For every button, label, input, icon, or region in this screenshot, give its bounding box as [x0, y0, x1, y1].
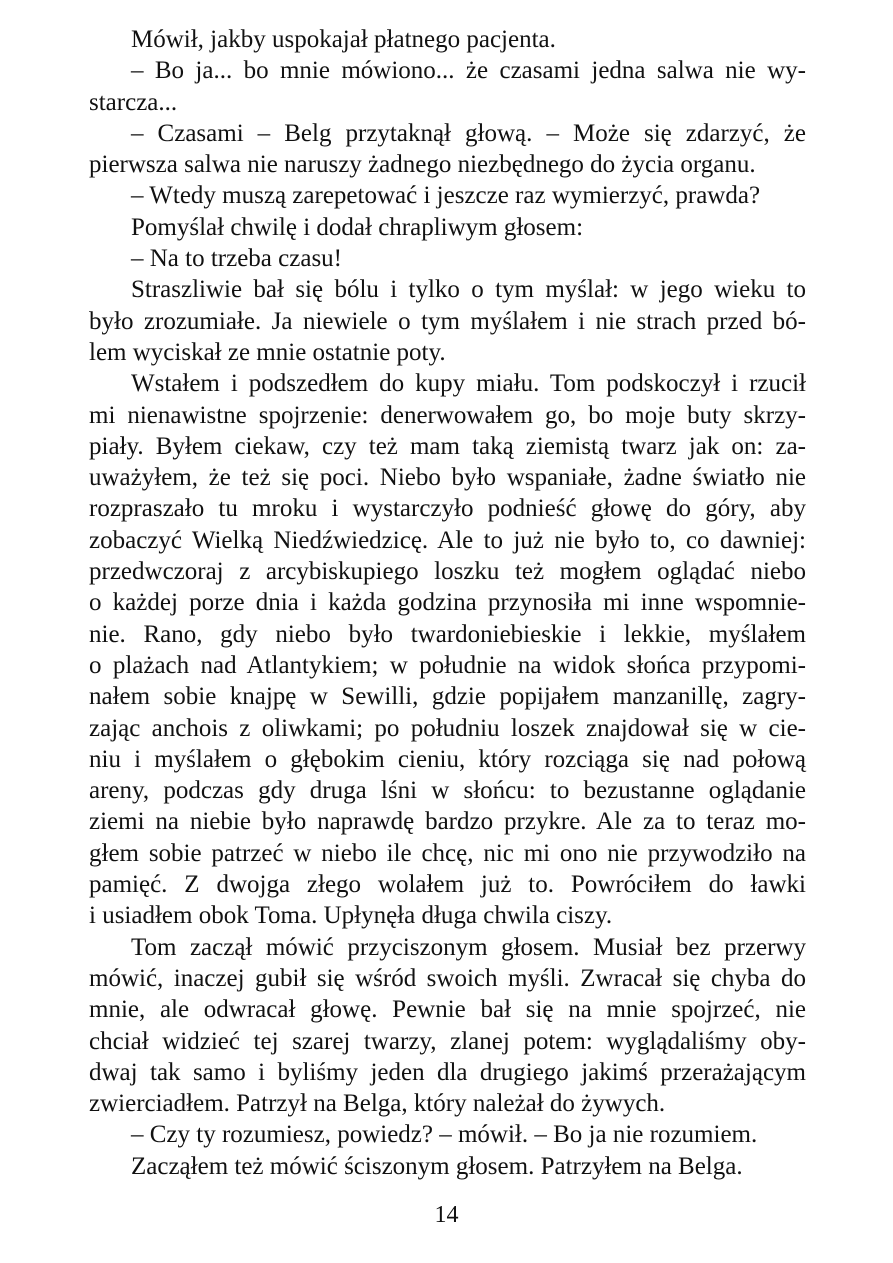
- paragraph: [89, 932, 806, 1120]
- text-line: starcza...: [89, 88, 178, 116]
- text-line: Straszliwie bał się bólu i tylko o tym myślał: w jego wieku to: [131, 276, 806, 304]
- text-line: – Czasami – Belg przytaknął głową. – Może się zdarzyć, że: [131, 119, 806, 147]
- text-line: – Czy ty rozumiesz, powiedz? – mówił. – Bo ja nie rozumiem.: [131, 1121, 758, 1149]
- paragraph: [89, 118, 806, 181]
- text-line: – Bo ja... bo mnie mówiono... że czasami jedna salwa nie wy-: [131, 57, 806, 85]
- text-line: Wstałem i podszedłem do kupy miału. Tom podskoczył i rzucił: [131, 370, 806, 398]
- paragraph: [89, 180, 806, 211]
- text-line: i usiadłem obok Toma. Upłynęła długa chwila ciszy.: [89, 902, 613, 930]
- text-line: mnie, ale odwracał głowę. Pewnie bał się na mnie spojrzeć, nie: [89, 996, 806, 1024]
- text-line: Tom zaczął mówić przyciszonym głosem. Musiał bez przerwy: [131, 933, 806, 961]
- text-line: głem sobie patrzeć w niebo ile chcę, nic mi ono nie przywodziło na: [89, 839, 806, 867]
- text-line: areny, podczas gdy druga lśni w słońcu: to bezustanne oglądanie: [89, 777, 806, 805]
- paragraph: [89, 55, 806, 118]
- paragraph: [89, 243, 806, 274]
- paragraph: [89, 24, 806, 55]
- paragraph: [89, 1151, 806, 1182]
- text-line: mówić, inaczej gubił się wśród swoich myśli. Zwracał się chyba do: [89, 964, 806, 992]
- text-line: przedwczoraj z arcybiskupiego loszku też mogłem oglądać niebo: [89, 558, 806, 586]
- text-line: lem wyciskał ze mnie ostatnie poty.: [89, 338, 446, 366]
- text-line: piały. Byłem ciekaw, czy też mam taką ziemistą twarz jak on: za-: [89, 432, 806, 460]
- text-line: zobaczyć Wielką Niedźwiedzicę. Ale to już nie było to, co dawniej:: [89, 526, 806, 554]
- text-line: dwaj tak samo i byliśmy jeden dla drugiego jakimś przerażającym: [89, 1058, 806, 1086]
- text-line: pierwsza salwa nie naruszy żadnego niezbędnego do życia organu.: [89, 151, 756, 179]
- text-line: Zacząłem też mówić ściszonym głosem. Patrzyłem na Belga.: [131, 1152, 743, 1180]
- paragraph: [89, 274, 806, 368]
- paragraph: [89, 1119, 806, 1150]
- text-line: zając anchois z oliwkami; po południu loszek znajdował się w cie-: [89, 714, 806, 742]
- text-line: zwierciadłem. Patrzył na Belga, który należał do żywych.: [89, 1090, 666, 1118]
- text-line: ziemi na niebie było naprawdę bardzo przykre. Ale za to teraz mo-: [89, 808, 806, 836]
- text-line: Mówił, jakby uspokajał płatnego pacjenta.: [131, 26, 556, 53]
- page-body: [89, 24, 806, 1182]
- paragraph: [89, 212, 806, 243]
- text-line: niu i myślałem o głębokim cieniu, który rozciąga się nad połową: [89, 745, 806, 773]
- paragraph: [89, 368, 806, 931]
- text-line: było zrozumiałe. Ja niewiele o tym myślałem i nie strach przed bó-: [89, 307, 806, 335]
- text-line: o plażach nad Atlantykiem; w południe na widok słońca przypomi-: [89, 651, 806, 679]
- text-line: uważyłem, że też się poci. Niebo było wspaniałe, żadne światło nie: [89, 464, 806, 492]
- page-number: 14: [434, 1202, 459, 1228]
- text-line: rozpraszało tu mroku i wystarczyło podnieść głowę do góry, aby: [89, 495, 806, 523]
- text-line: Pomyślał chwilę i dodał chrapliwym głosem:: [131, 213, 584, 241]
- text-line: pamięć. Z dwojga złego wolałem już to. Powróciłem do ławki: [89, 871, 806, 899]
- text-line: – Wtedy muszą zarepetować i jeszcze raz wymierzyć, prawda?: [131, 182, 761, 210]
- text-line: – Na to trzeba czasu!: [131, 245, 342, 273]
- text-line: nie. Rano, gdy niebo było twardoniebieskie i lekkie, myślałem: [89, 620, 806, 648]
- text-line: chciał widzieć tej szarej twarzy, zlanej potem: wyglądaliśmy oby-: [89, 1027, 806, 1055]
- text-line: o każdej porze dnia i każda godzina przynosiła mi inne wspomnie-: [89, 589, 806, 617]
- text-line: nałem sobie knajpę w Sewilli, gdzie popijałem manzanillę, zagry-: [89, 683, 806, 711]
- text-line: mi nienawistne spojrzenie: denerwowałem go, bo moje buty skrzy-: [89, 401, 806, 429]
